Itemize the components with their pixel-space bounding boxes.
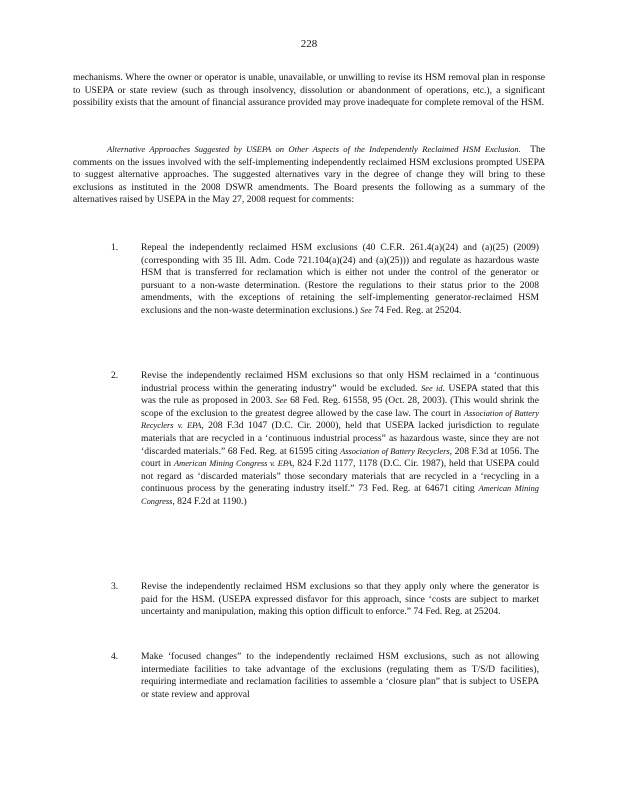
item-number: 2.	[111, 370, 119, 381]
item-number: 4.	[111, 651, 119, 662]
case-name: Association of Battery Recyclers	[340, 446, 450, 456]
item-body: Repeal the independently reclaimed HSM exclusions (40 C.F.R. 261.4(a)(24) and (a)(25) (2009) (corresponding with 35 Ill. Adm. Code 721.104(a)(24) and (a)(25))) and regulate as hazardous waste HSM that is transferred for reclamation which is either not under the control of the generator or pursuant to a non-waste determination. (Restore the regulations to their status prior to the 2008 amendments, with the exceptions of retaining the self-implementing generator-reclaimed HSM exclusions and the non-waste determination exclusions.)	[141, 242, 539, 316]
item-body: , 208 F.3d at 1056. The court in	[141, 445, 540, 470]
item-text: Revise the independently reclaimed HSM exclusions so that they apply only where the generator is paid for the HSM. (USEPA expressed disfavor for this approach, since ‘costs are subject to market uncertainty and manipulation, making this option difficult to enforce.” 74 Fed. Reg. at 25204.	[141, 581, 539, 618]
see-signal: See	[360, 305, 372, 315]
item-body: Revise the independently reclaimed HSM exclusions so that only HSM reclaimed in a ‘continuous industrial process within the generating industry” would be excluded.	[141, 370, 539, 394]
case-name: American Mining Congress	[141, 484, 539, 506]
item-text: Make ‘focused changes” to the independently reclaimed HSM exclusions, such as not allowing intermediate facilities to take advantage of the exclusions (regulating them as T/S/D facilities), requiring intermediate and reclamation facilities to assemble a ‘closure plan” that is subject to USEPA or state review and approval	[141, 651, 539, 700]
case-name: Association of Battery Recyclers v. EPA	[141, 408, 539, 431]
item-body: . USEPA stated that this was the rule as proposed in 2003.	[141, 382, 539, 407]
citation: 74 Fed. Reg. at 25204.	[374, 304, 462, 316]
see-id-signal: See id	[421, 383, 443, 393]
item-text	[141, 242, 539, 318]
paragraph-mechanisms: mechanisms. Where the owner or operator is unable, unavailable, or unwilling to revise its HSM removal plan in response to USEPA or state review (such as through insolvency, dissolution or abandonment of operations, etc.), a significant possibility exists that the amount of financial assurance provided may prove inadequate for complete removal of the HSM.	[73, 72, 545, 109]
item-text	[141, 370, 539, 509]
paragraph-text: The comments on the issues involved with the self-implementing independently reclaimed HSM exclusions prompted USEPA to suggest alternative approaches. The suggested alternatives vary in the degree of change they will bring to these exclusions as instituted in the 2008 DSWR amendments. The Board presents the following as a summary of the alternatives raised by USEPA in the May 27, 2008 request for comments:	[73, 144, 546, 206]
page-number: 228	[300, 38, 318, 50]
item-body: , 824 F.2d 1177, 1178 (D.C. Cir. 1987), held that USEPA could not regard as ‘discarded materials” those secondary materials that are recycled in a ‘recycling in a continuous process by the generating industry itself.” 73 Fed. Reg. at 64671 citing	[141, 458, 540, 495]
see-signal: See	[275, 396, 288, 406]
item-body: , 824 F.2d at 1190.)	[172, 495, 247, 507]
item-body: 68 Fed. Reg. 61558, 95 (Oct. 28, 2003). (This would shrink the scope of the exclusion to the greatest degree allowed by the case law. The court in	[141, 395, 539, 419]
item-number: 1.	[111, 242, 119, 253]
item-body: , 208 F.3d 1047 (D.C. Cir. 2000), held that USEPA lacked jurisdiction to regulate materials that are recycled in a ‘continuous industrial process” as hazardous waste, since they are not ‘discarded materials.” 68 Fed. Reg. at 61595 citing	[141, 420, 539, 457]
case-name: American Mining Congress v. EPA	[174, 459, 293, 469]
paragraph-alternative-approaches	[73, 143, 545, 207]
section-heading: Alternative Approaches Suggested by USEPA on Other Aspects of the Independently Reclaimed HSM Exclusion.	[107, 144, 521, 154]
item-number: 3.	[111, 581, 119, 592]
